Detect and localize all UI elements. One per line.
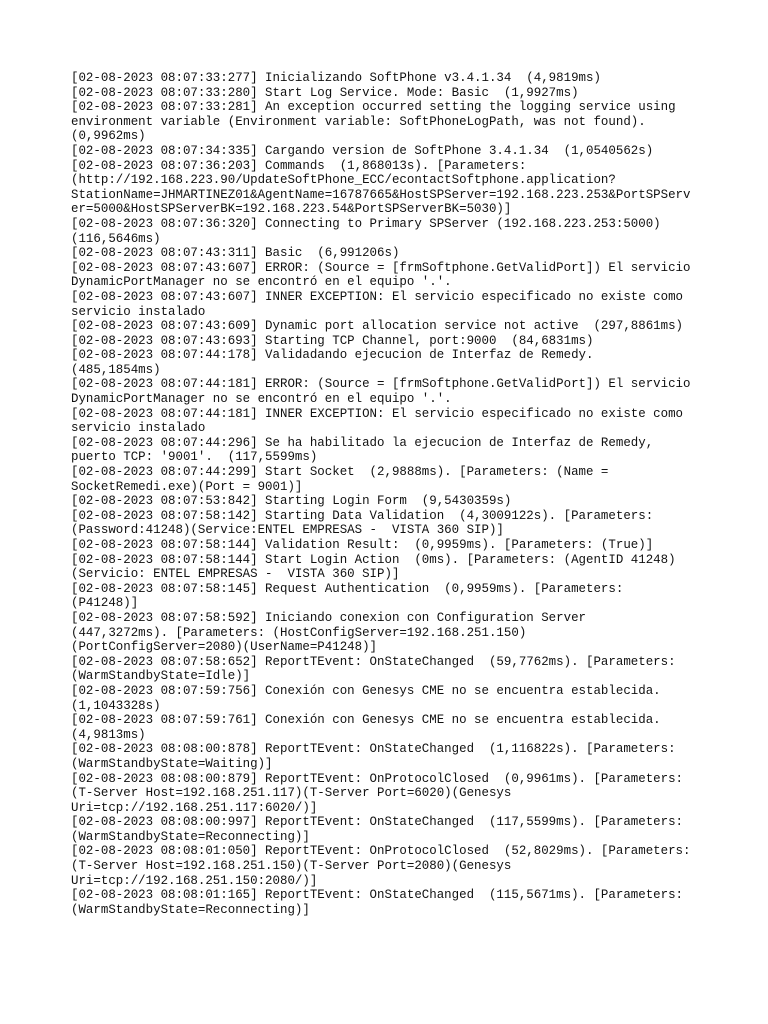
log-line: (WarmStandbyState=Reconnecting)] [71,829,310,844]
log-line: [02-08-2023 08:07:33:280] Start Log Service. Mode: Basic (1,9927ms) [71,85,579,100]
log-line: [02-08-2023 08:07:43:607] ERROR: (Source = [frmSoftphone.GetValidPort]) El servicio [71,260,691,275]
log-line: (1,1043328s) [71,698,161,713]
log-line: [02-08-2023 08:07:43:609] Dynamic port allocation service not active (297,8861ms) [71,319,684,334]
log-line: (Servicio: ENTEL EMPRESAS - VISTA 360 SIP)] [71,567,400,582]
log-line: [02-08-2023 08:07:43:311] Basic (6,991206s) [71,246,400,261]
log-line: er=5000&HostSPServerBK=192.168.223.54&PortSPServerBK=5030)] [71,202,512,217]
log-line: (485,1854ms) [71,362,161,377]
log-line: DynamicPortManager no se encontró en el equipo '.'. [71,392,452,407]
log-line: [02-08-2023 08:07:58:142] Starting Data Validation (4,3009122s). [Parameters: [71,508,654,523]
log-line: (T-Server Host=192.168.251.117)(T-Server Port=6020)(Genesys [71,786,512,801]
log-line: [02-08-2023 08:07:33:281] An exception occurred setting the logging service using [71,100,676,115]
log-line: [02-08-2023 08:08:00:878] ReportTEvent: OnStateChanged (1,116822s). [Parameters: [71,742,676,757]
log-line: [02-08-2023 08:08:00:879] ReportTEvent: OnProtocolClosed (0,9961ms). [Parameters: [71,771,684,786]
log-line: (Password:41248)(Service:ENTEL EMPRESAS - VISTA 360 SIP)] [71,523,504,538]
log-line: [02-08-2023 08:07:43:607] INNER EXCEPTION: El servicio especificado no existe como [71,289,684,304]
log-line: DynamicPortManager no se encontró en el equipo '.'. [71,275,452,290]
log-line: (PortConfigServer=2080)(UserName=P41248)] [71,640,378,655]
log-line: [02-08-2023 08:07:44:181] ERROR: (Source = [frmSoftphone.GetValidPort]) El servicio [71,377,691,392]
log-line: (4,9813ms) [71,727,146,742]
log-line: (WarmStandbyState=Waiting)] [71,756,273,771]
log-line: [02-08-2023 08:07:44:299] Start Socket (2,9888ms). [Parameters: (Name = [71,465,609,480]
log-line: (116,5646ms) [71,231,161,246]
log-line: [02-08-2023 08:07:59:761] Conexión con Genesys CME no se encuentra establecida. [71,713,661,728]
log-line: (WarmStandbyState=Idle)] [71,669,251,684]
log-line: [02-08-2023 08:07:43:693] Starting TCP Channel, port:9000 (84,6831ms) [71,333,594,348]
log-line: Uri=tcp://192.168.251.150:2080/)] [71,873,318,888]
log-line: [02-08-2023 08:07:36:203] Commands (1,868013s). [Parameters: [71,158,527,173]
log-line: [02-08-2023 08:07:59:756] Conexión con Genesys CME no se encuentra establecida. [71,683,661,698]
log-line: [02-08-2023 08:07:36:320] Connecting to Primary SPServer (192.168.223.253:5000) [71,216,661,231]
log-line: [02-08-2023 08:08:01:165] ReportTEvent: OnStateChanged (115,5671ms). [Parameters: [71,888,684,903]
log-line: [02-08-2023 08:07:33:277] Inicializando SoftPhone v3.4.1.34 (4,9819ms) [71,71,601,85]
log-line: servicio instalado [71,421,206,436]
log-line: environment variable (Environment variable: SoftPhoneLogPath, was not found). [71,114,646,129]
log-line: (http://192.168.223.90/UpdateSoftPhone_ECC/econtactSoftphone.application? [71,173,616,188]
log-line: Uri=tcp://192.168.251.117:6020/)] [71,800,318,815]
log-line: [02-08-2023 08:07:58:592] Iniciando conexion con Configuration Server [71,610,586,625]
log-line: (P41248)] [71,596,139,611]
log-line: (T-Server Host=192.168.251.150)(T-Server Port=2080)(Genesys [71,859,512,874]
log-line: [02-08-2023 08:07:58:144] Start Login Action (0ms). [Parameters: (AgentID 41248) [71,552,676,567]
log-line: StationName=JHMARTINEZ01&AgentName=16787665&HostSPServer=192.168.223.253&PortSPServ [71,187,691,202]
log-line: [02-08-2023 08:07:44:296] Se ha habilitado la ejecucion de Interfaz de Remedy, [71,435,654,450]
log-line: [02-08-2023 08:07:44:181] INNER EXCEPTION: El servicio especificado no existe como [71,406,684,421]
log-line: puerto TCP: '9001'. (117,5599ms) [71,450,318,465]
log-line: [02-08-2023 08:07:34:335] Cargando version de SoftPhone 3.4.1.34 (1,0540562s) [71,143,654,158]
log-line: (0,9962ms) [71,129,146,144]
log-line: (447,3272ms). [Parameters: (HostConfigServer=192.168.251.150) [71,625,527,640]
log-line: servicio instalado [71,304,206,319]
log-line: [02-08-2023 08:07:58:145] Request Authentication (0,9959ms). [Parameters: [71,581,624,596]
log-line: [02-08-2023 08:07:58:652] ReportTEvent: OnStateChanged (59,7762ms). [Parameters: [71,654,676,669]
log-line: (WarmStandbyState=Reconnecting)] [71,902,310,917]
log-line: SocketRemedi.exe)(Port = 9001)] [71,479,303,494]
log-line: [02-08-2023 08:07:53:842] Starting Login Form (9,5430359s) [71,494,512,509]
log-line: [02-08-2023 08:07:58:144] Validation Result: (0,9959ms). [Parameters: (True)] [71,538,654,552]
log-line: [02-08-2023 08:08:01:050] ReportTEvent: OnProtocolClosed (52,8029ms). [Parameters: [71,844,691,859]
log-line: [02-08-2023 08:07:44:178] Validadando ejecucion de Interfaz de Remedy. [71,348,594,363]
log-document [71,71,711,917]
log-line: [02-08-2023 08:08:00:997] ReportTEvent: OnStateChanged (117,5599ms). [Parameters: [71,815,684,830]
